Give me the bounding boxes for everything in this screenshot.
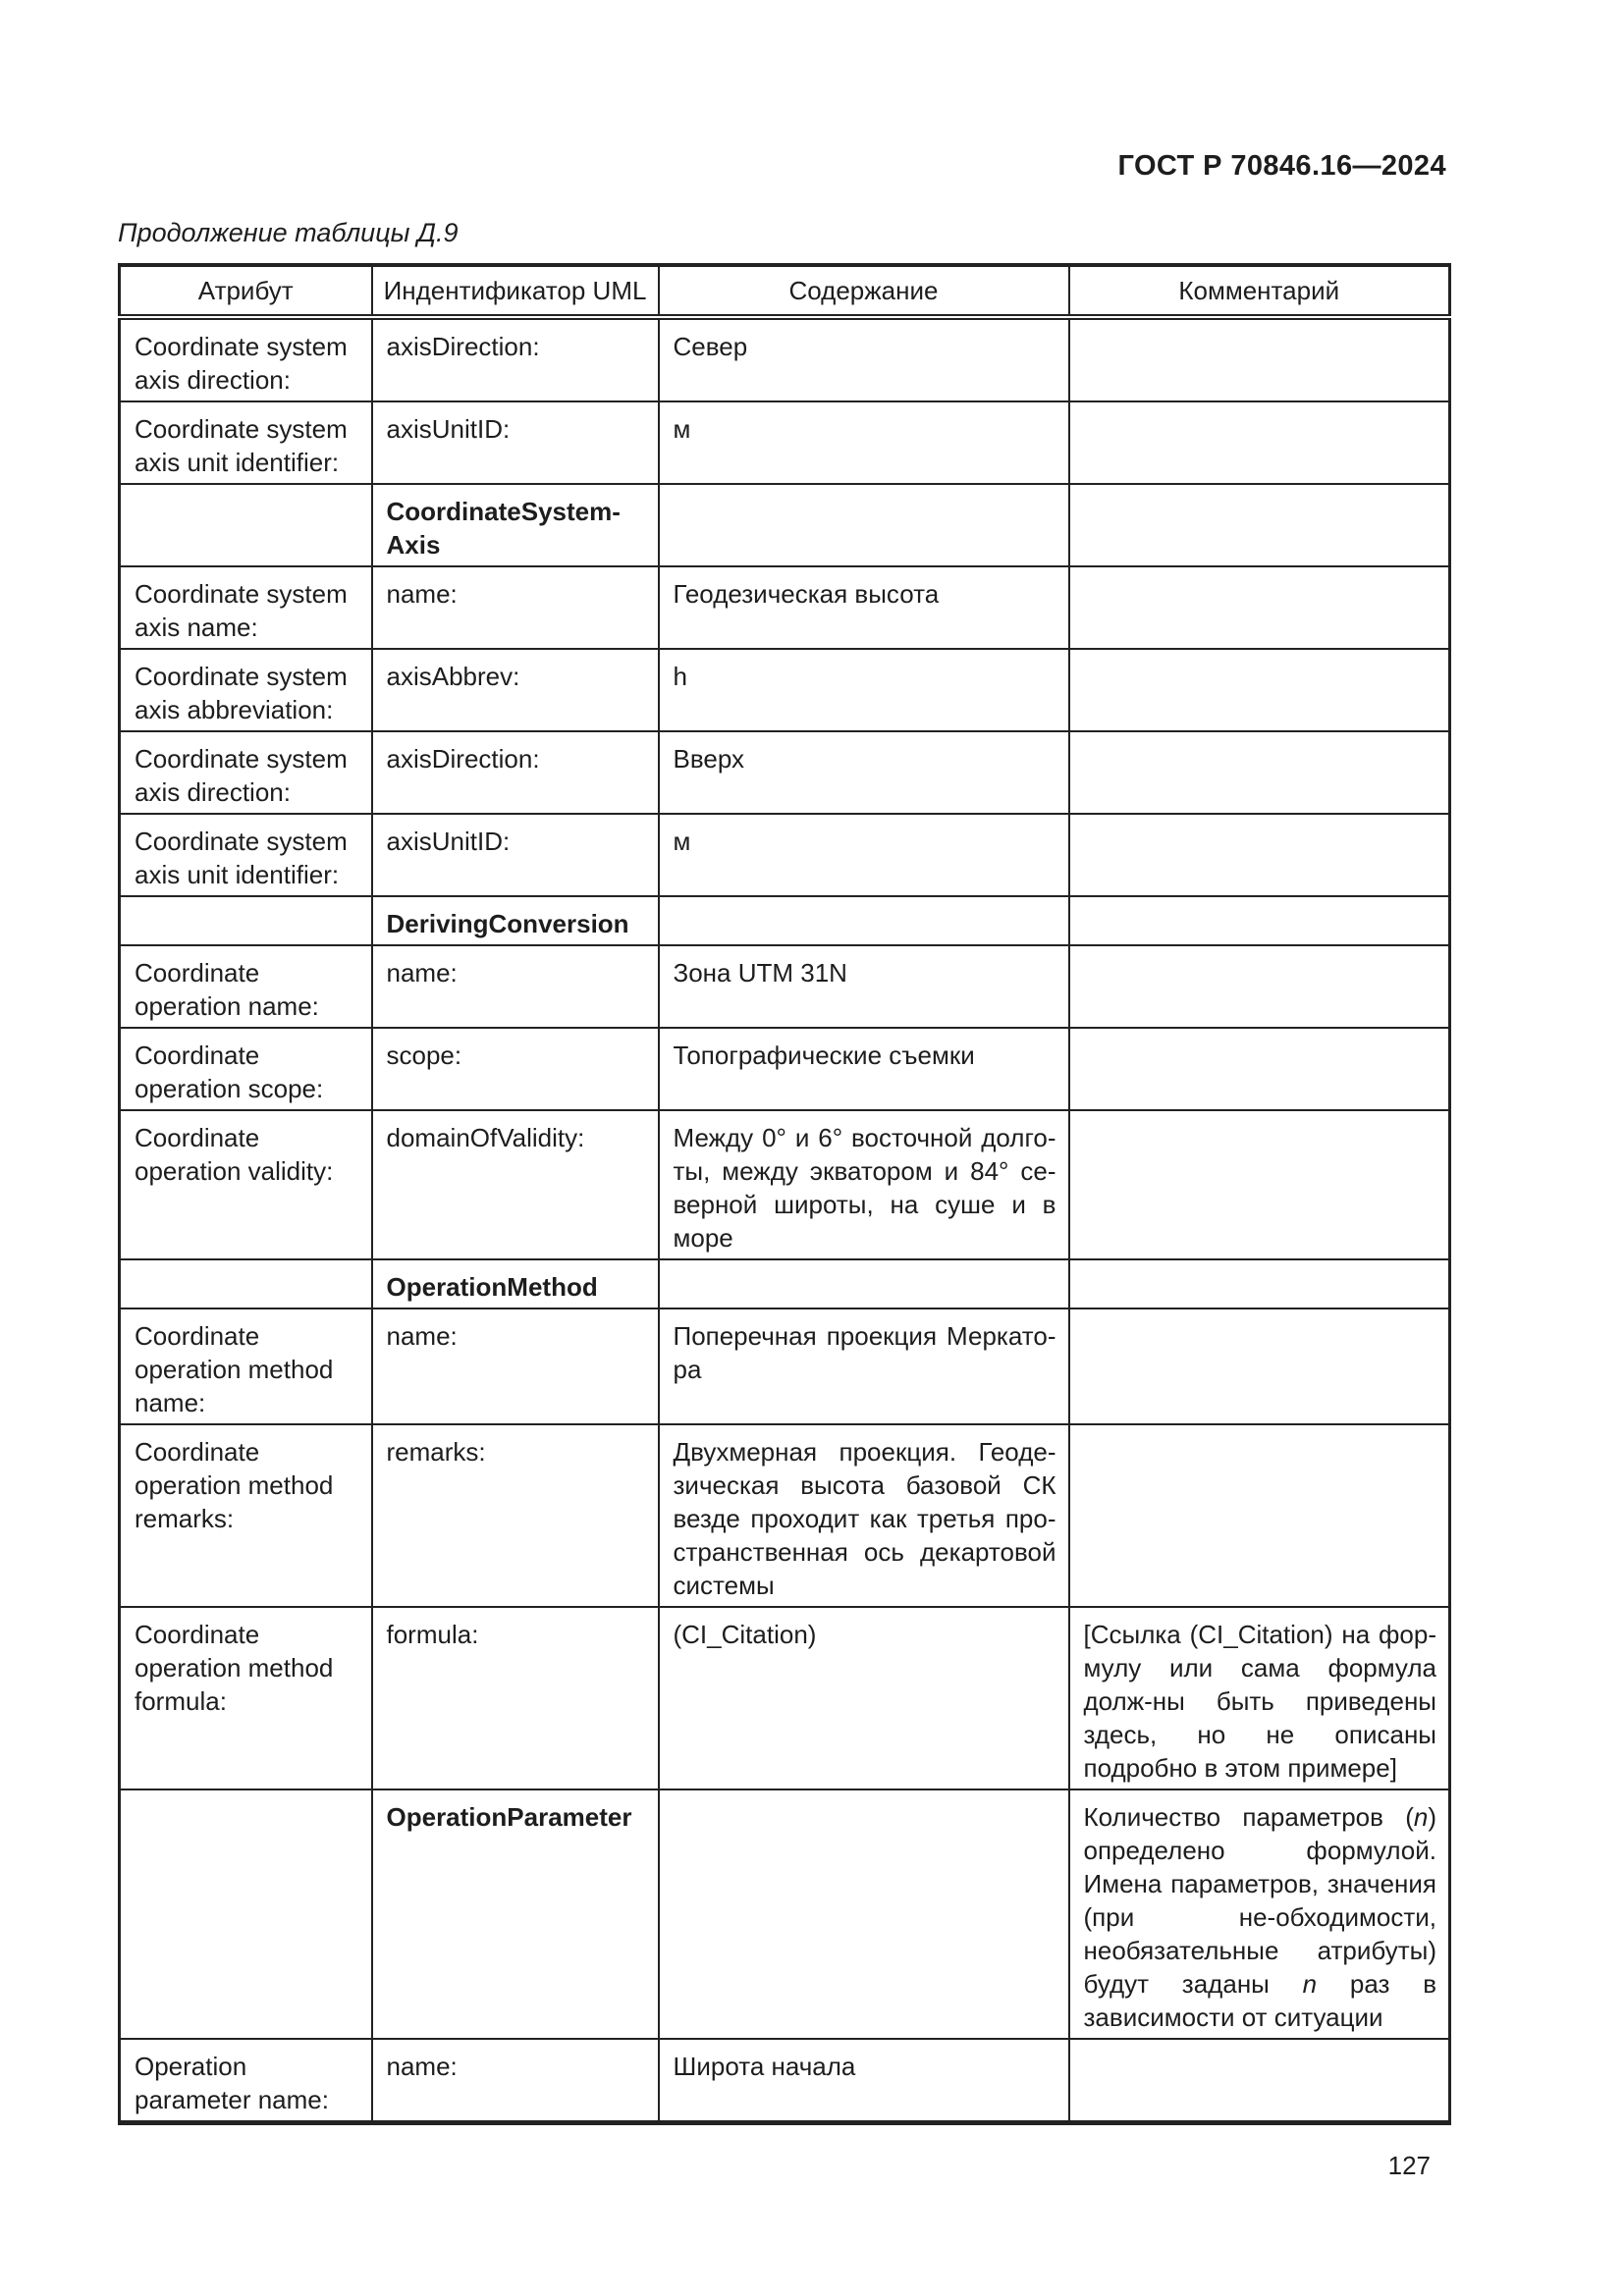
table-cell bbox=[120, 1308, 372, 1424]
table-cell bbox=[1069, 401, 1450, 484]
table-cell bbox=[1069, 317, 1450, 401]
cell-text: axisUnitID: bbox=[386, 827, 511, 856]
column-header: Индентификатор UML bbox=[372, 265, 659, 317]
table-caption: Продолжение таблицы Д.9 bbox=[118, 218, 459, 247]
table-cell bbox=[372, 945, 659, 1028]
column-header: Комментарий bbox=[1069, 265, 1450, 317]
cell-text: DerivingConversion bbox=[386, 909, 629, 938]
cell-text: scope: bbox=[386, 1041, 462, 1070]
cell-text: Зона UTM 31N bbox=[673, 958, 847, 988]
table-cell bbox=[1069, 649, 1450, 731]
cell-text: domainOfValidity: bbox=[386, 1123, 585, 1152]
table-cell bbox=[372, 1789, 659, 2039]
table-cell bbox=[659, 649, 1069, 731]
column-header: Атрибут bbox=[120, 265, 372, 317]
table-cell bbox=[372, 814, 659, 896]
table-header-row bbox=[120, 265, 1450, 317]
table-cell bbox=[372, 401, 659, 484]
table-cell bbox=[120, 317, 372, 401]
cell-text: Coordinate system axis direction: bbox=[135, 744, 348, 807]
column-header: Содержание bbox=[659, 265, 1069, 317]
table-cell bbox=[1069, 1424, 1450, 1607]
table-cell bbox=[372, 1259, 659, 1308]
table-row bbox=[120, 649, 1450, 731]
table-cell bbox=[120, 401, 372, 484]
table-row bbox=[120, 896, 1450, 945]
table-cell bbox=[659, 1110, 1069, 1259]
table-cell bbox=[1069, 945, 1450, 1028]
table-cell bbox=[659, 1424, 1069, 1607]
table-cell bbox=[659, 566, 1069, 649]
table-cell bbox=[120, 1607, 372, 1789]
table-cell bbox=[1069, 1259, 1450, 1308]
cell-text: Coordinate operation scope: bbox=[135, 1041, 324, 1103]
table-cell bbox=[120, 1424, 372, 1607]
cell-text: Coordinate operation method name: bbox=[135, 1321, 334, 1417]
cell-text: axisDirection: bbox=[386, 744, 540, 774]
cell-text: (CI_Citation) bbox=[673, 1620, 817, 1649]
table-cell bbox=[1069, 1789, 1450, 2039]
table-cell bbox=[659, 317, 1069, 401]
table-row bbox=[120, 1308, 1450, 1424]
cell-text: Coordinate system axis name: bbox=[135, 579, 348, 642]
table-cell bbox=[372, 896, 659, 945]
cell-text: Coordinate operation method remarks: bbox=[135, 1437, 334, 1533]
table-cell bbox=[372, 649, 659, 731]
table-cell bbox=[659, 484, 1069, 566]
table-cell bbox=[120, 1028, 372, 1110]
cell-text: Operation parameter name: bbox=[135, 2052, 329, 2114]
cell-text: remarks: bbox=[386, 1437, 486, 1467]
cell-text: Двухмерная проекция. Геоде-зическая высота базовой СК везде проходит как третья про-странственная ось декартовой системы bbox=[673, 1437, 1056, 1600]
table-body bbox=[120, 317, 1450, 2123]
table-cell bbox=[659, 1607, 1069, 1789]
table-cell bbox=[372, 1424, 659, 1607]
table-row bbox=[120, 1607, 1450, 1789]
cell-text: Вверх bbox=[673, 744, 744, 774]
cell-text: м bbox=[673, 827, 691, 856]
table-row bbox=[120, 1110, 1450, 1259]
text-segment: ) определено формулой. Имена параметров, значения (при не-обходимости, необязательные атрибуты) будут заданы bbox=[1083, 1802, 1436, 1999]
table-cell bbox=[1069, 2039, 1450, 2123]
table-cell bbox=[659, 814, 1069, 896]
italic-text-segment: n bbox=[1413, 1802, 1429, 1832]
table-cell bbox=[120, 814, 372, 896]
table-cell bbox=[659, 945, 1069, 1028]
cell-text: Coordinate operation method formula: bbox=[135, 1620, 334, 1716]
table-cell bbox=[659, 1789, 1069, 2039]
text-segment: раз в зависимости от ситуации bbox=[1083, 1969, 1437, 2032]
table-cell bbox=[120, 566, 372, 649]
table-cell bbox=[1069, 1308, 1450, 1424]
table-cell bbox=[372, 1308, 659, 1424]
table-cell bbox=[120, 484, 372, 566]
table-cell bbox=[372, 566, 659, 649]
table-cell bbox=[659, 2039, 1069, 2123]
cell-text: Coordinate system axis abbreviation: bbox=[135, 662, 348, 724]
cell-text: h bbox=[673, 662, 687, 691]
table-cell bbox=[120, 1259, 372, 1308]
cell-text: name: bbox=[386, 2052, 458, 2081]
italic-text-segment: n bbox=[1302, 1969, 1318, 1999]
cell-text: name: bbox=[386, 579, 458, 609]
table-cell bbox=[659, 1308, 1069, 1424]
table-cell bbox=[120, 731, 372, 814]
table-cell bbox=[372, 317, 659, 401]
table-cell bbox=[1069, 484, 1450, 566]
table-row bbox=[120, 814, 1450, 896]
table-row bbox=[120, 317, 1450, 401]
cell-text: formula: bbox=[386, 1620, 479, 1649]
page-number: 127 bbox=[1387, 2151, 1431, 2180]
table-row bbox=[120, 484, 1450, 566]
cell-text: Север bbox=[673, 332, 748, 361]
doc-code: ГОСТ Р 70846.16—2024 bbox=[1117, 150, 1446, 182]
table-row bbox=[120, 1424, 1450, 1607]
table-cell bbox=[372, 2039, 659, 2123]
cell-text: Широта начала bbox=[673, 2052, 856, 2081]
cell-text: Coordinate system axis unit identifier: bbox=[135, 414, 348, 477]
table-row bbox=[120, 1028, 1450, 1110]
table-cell bbox=[659, 896, 1069, 945]
table-cell bbox=[659, 1028, 1069, 1110]
text-segment: Количество параметров ( bbox=[1083, 1802, 1414, 1832]
cell-text: name: bbox=[386, 1321, 458, 1351]
table-cell bbox=[120, 1110, 372, 1259]
cell-text: OperationMethod bbox=[386, 1272, 598, 1302]
cell-text: axisUnitID: bbox=[386, 414, 511, 444]
cell-text: axisDirection: bbox=[386, 332, 540, 361]
table-cell bbox=[1069, 1110, 1450, 1259]
table-cell bbox=[120, 896, 372, 945]
cell-text: Поперечная проекция Меркато-ра bbox=[673, 1321, 1056, 1384]
table-cell bbox=[120, 649, 372, 731]
table-header-row bbox=[120, 265, 1450, 317]
table-cell bbox=[659, 401, 1069, 484]
table-cell bbox=[1069, 566, 1450, 649]
table-cell bbox=[372, 484, 659, 566]
cell-text: axisAbbrev: bbox=[386, 662, 520, 691]
cell-text: [Ссылка (CI_Citation) на фор-мулу или сама формула долж-ны быть приведены здесь, но не описаны подробно в этом примере] bbox=[1083, 1620, 1436, 1783]
cell-text: Coordinate operation validity: bbox=[135, 1123, 334, 1186]
table-cell bbox=[372, 1028, 659, 1110]
table-cell bbox=[1069, 814, 1450, 896]
table-row bbox=[120, 2039, 1450, 2123]
cell-text: name: bbox=[386, 958, 458, 988]
table-row bbox=[120, 1259, 1450, 1308]
table-cell bbox=[120, 945, 372, 1028]
cell-text: м bbox=[673, 414, 691, 444]
table-row bbox=[120, 731, 1450, 814]
table-cell bbox=[1069, 1028, 1450, 1110]
table-cell bbox=[1069, 731, 1450, 814]
table-cell bbox=[659, 1259, 1069, 1308]
cell-text: Coordinate system axis direction: bbox=[135, 332, 348, 395]
cell-text: Coordinate operation name: bbox=[135, 958, 319, 1021]
table-cell bbox=[120, 2039, 372, 2123]
table-cell bbox=[372, 1607, 659, 1789]
table-cell bbox=[1069, 1607, 1450, 1789]
table-cell bbox=[1069, 896, 1450, 945]
cell-text: Между 0° и 6° восточной долго-ты, между экватором и 84° се-верной широты, на суше и в море bbox=[673, 1123, 1056, 1253]
cell-text: Геодезическая высота bbox=[673, 579, 940, 609]
cell-text: CoordinateSystem-Axis bbox=[386, 497, 621, 560]
table-row bbox=[120, 1789, 1450, 2039]
table-cell bbox=[372, 731, 659, 814]
uml-attributes-table bbox=[118, 263, 1451, 2125]
table-cell bbox=[372, 1110, 659, 1259]
table-row bbox=[120, 401, 1450, 484]
table-cell bbox=[120, 1789, 372, 2039]
table-cell bbox=[659, 731, 1069, 814]
table-row bbox=[120, 566, 1450, 649]
cell-text: OperationParameter bbox=[386, 1802, 632, 1832]
cell-text: Coordinate system axis unit identifier: bbox=[135, 827, 348, 889]
cell-text: Топографические съемки bbox=[673, 1041, 975, 1070]
table-row bbox=[120, 945, 1450, 1028]
